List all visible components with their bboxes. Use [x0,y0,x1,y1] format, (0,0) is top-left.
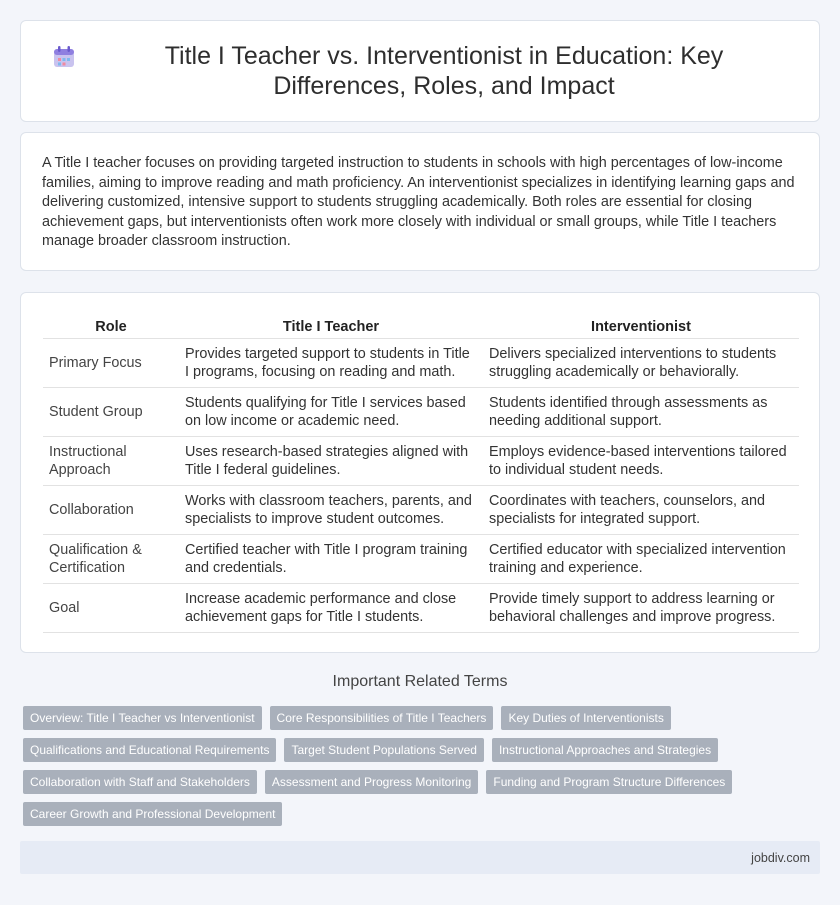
row-title-i-teacher: Uses research-based strategies aligned with Title I federal guidelines. [179,436,483,485]
row-role: Instructional Approach [43,436,179,485]
related-term-tag[interactable]: Overview: Title I Teacher vs Interventionist [23,706,262,730]
row-role: Qualification & Certification [43,534,179,583]
row-title-i-teacher: Students qualifying for Title I services based on low income or academic need. [179,387,483,436]
related-term-tag[interactable]: Target Student Populations Served [284,738,483,762]
row-title-i-teacher: Certified teacher with Title I program training and credentials. [179,534,483,583]
header-role: Role [43,314,179,338]
table-row [43,387,799,436]
row-interventionist: Students identified through assessments as needing additional support. [483,387,799,436]
related-term-tag[interactable]: Assessment and Progress Monitoring [265,770,478,794]
row-interventionist: Employs evidence-based interventions tailored to individual student needs. [483,436,799,485]
table-row [43,583,799,632]
calendar-icon [51,44,77,70]
page-title: Title I Teacher vs. Interventionist in Education: Key Differences, Roles, and Impact [164,42,724,100]
intro-paragraph: A Title I teacher focuses on providing targeted instruction to students in schools with high percentages of low-income families, aiming to improve reading and math proficiency. An interventionist specializes in identifying learning gaps and delivering customized, intensive support to students struggling academically. Both roles are essential for closing achievement gaps, but interventionists often work more closely with individual or small groups, while Title I teachers manage broader classroom instruction. [42,155,795,250]
related-term-tag[interactable]: Collaboration with Staff and Stakeholders [23,770,257,794]
title-wrap [21,21,819,121]
table-row [43,436,799,485]
row-role: Primary Focus [43,338,179,387]
footer [20,841,820,874]
row-role: Collaboration [43,485,179,534]
row-role: Student Group [43,387,179,436]
title-card [20,20,820,122]
related-term-tag[interactable]: Funding and Program Structure Differences [486,770,732,794]
related-term-tag[interactable]: Key Duties of Interventionists [501,706,670,730]
row-title-i-teacher: Provides targeted support to students in Title I programs, focusing on reading and math. [179,338,483,387]
related-term-tag[interactable]: Instructional Approaches and Strategies [492,738,718,762]
row-role: Goal [43,583,179,632]
header-title-i-teacher: Title I Teacher [179,314,483,338]
row-interventionist: Delivers specialized interventions to students struggling academically or behaviorally. [483,338,799,387]
comparison-table [43,314,799,633]
comparison-card [20,292,820,653]
table-row [43,338,799,387]
table-row [43,485,799,534]
row-interventionist: Coordinates with teachers, counselors, and specialists for integrated support. [483,485,799,534]
related-term-tag[interactable]: Career Growth and Professional Development [23,802,282,826]
table-header-row [43,314,799,338]
related-terms-list [23,706,819,826]
related-term-tag[interactable]: Core Responsibilities of Title I Teachers [270,706,494,730]
related-term-tag[interactable]: Qualifications and Educational Requirements [23,738,276,762]
row-interventionist: Provide timely support to address learning or behavioral challenges and improve progress. [483,583,799,632]
header-interventionist: Interventionist [483,314,799,338]
row-interventionist: Certified educator with specialized intervention training and experience. [483,534,799,583]
table-row [43,534,799,583]
footer-site-link[interactable]: jobdiv.com [751,850,810,865]
row-title-i-teacher: Increase academic performance and close achievement gaps for Title I students. [179,583,483,632]
intro-card [20,132,820,271]
related-terms-heading: Important Related Terms [332,673,508,690]
row-title-i-teacher: Works with classroom teachers, parents, and specialists to improve student outcomes. [179,485,483,534]
